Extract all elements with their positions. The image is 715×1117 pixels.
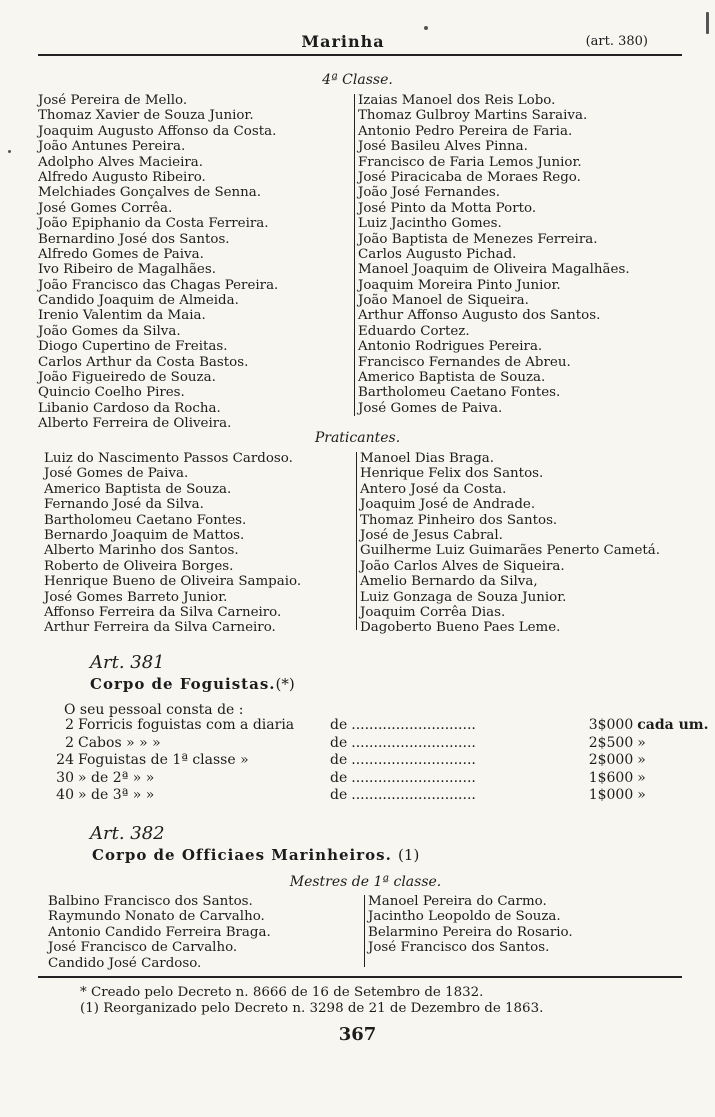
row-amount: 2$500 xyxy=(588,734,634,751)
list-item: Belarmino Pereira do Rosario. xyxy=(368,924,573,940)
table-row xyxy=(44,717,710,735)
row-unit: » xyxy=(637,769,646,786)
row-description: » de 2ª » » xyxy=(78,769,155,786)
row-quantity: 2 xyxy=(65,717,74,733)
column-divider xyxy=(364,895,365,967)
list-item: José Gomes Corrêa. xyxy=(38,200,173,216)
list-item: João Antunes Pereira. xyxy=(38,139,186,155)
article-382-heading: Art. 382 xyxy=(90,823,165,844)
list-item: Affonso Ferreira da Silva Carneiro. xyxy=(44,604,282,620)
page-number: 367 xyxy=(338,1024,377,1045)
list-item: Dagoberto Bueno Paes Leme. xyxy=(360,620,561,636)
row-de: de xyxy=(330,752,348,768)
list-item: Irenio Valentim da Maia. xyxy=(38,308,206,324)
list-item: Amelio Bernardo da Silva, xyxy=(360,574,538,590)
footnote-rule xyxy=(38,976,682,978)
list-item: Henrique Felix dos Santos. xyxy=(360,466,544,482)
header-rule xyxy=(38,54,682,56)
footnote-2: (1) Reorganizado pelo Decreto n. 3298 de 21 de Dezembro de 1863. xyxy=(80,1001,544,1016)
row-unit: » xyxy=(637,787,646,803)
row-amount: 1$000 xyxy=(588,787,634,803)
praticantes-left-column xyxy=(44,451,301,636)
list-item: Antonio Pedro Pereira de Faria. xyxy=(358,123,573,139)
list-item: Candido Joaquim de Almeida. xyxy=(38,293,239,309)
list-item: Carlos Arthur da Costa Bastos. xyxy=(38,354,249,370)
list-item: José Gomes de Paiva. xyxy=(358,400,503,416)
list-item: Bartholomeu Caetano Fontes. xyxy=(44,512,247,528)
list-item: José Pereira de Mello. xyxy=(38,93,188,108)
list-item: Quincio Coelho Pires. xyxy=(38,385,185,401)
list-item: Diogo Cupertino de Freitas. xyxy=(38,339,228,355)
officiaes-footnote-mark: (1) xyxy=(398,846,420,864)
list-item: Raymundo Nonato de Carvalho. xyxy=(48,909,265,925)
column-divider xyxy=(354,94,355,416)
list-item: Manoel Pereira do Carmo. xyxy=(368,894,547,909)
row-de: de xyxy=(330,717,348,733)
list-item: José Gomes de Paiva. xyxy=(44,466,189,482)
section-title-4a-classe: 4ª Classe. xyxy=(322,72,393,88)
row-quantity: 40 xyxy=(56,787,74,803)
list-item: Candido José Cardoso. xyxy=(48,955,202,971)
page-edge-mark xyxy=(706,12,709,34)
quarta-classe-left-column xyxy=(38,93,278,432)
list-item: Joaquim Corrêa Dias. xyxy=(360,604,506,620)
list-item: Luiz Gonzaga de Souza Junior. xyxy=(360,589,567,605)
row-leader-dots: ............................ xyxy=(351,734,476,751)
list-item: Manoel Dias Braga. xyxy=(360,451,495,466)
corpo-officiaes-heading xyxy=(92,846,419,864)
row-unit: cada um. xyxy=(637,717,709,733)
row-leader-dots: ............................ xyxy=(351,787,476,803)
table-row xyxy=(44,752,710,770)
list-item: Libanio Cardoso da Rocha. xyxy=(38,400,221,416)
list-item: Luiz do Nascimento Passos Cardoso. xyxy=(44,451,293,466)
list-item: João Figueiredo de Souza. xyxy=(38,370,216,386)
list-item: Antonio Candido Ferreira Braga. xyxy=(48,924,271,940)
list-item: Thomaz Pinheiro dos Santos. xyxy=(360,512,558,528)
row-quantity: 30 xyxy=(56,769,74,786)
list-item: Bernardino José dos Santos. xyxy=(38,231,230,247)
row-leader-dots: ............................ xyxy=(351,717,476,733)
list-item: Roberto de Oliveira Borges. xyxy=(44,558,234,574)
praticantes-right-column xyxy=(360,451,660,636)
list-item: João Epiphanio da Costa Ferreira. xyxy=(38,216,269,232)
footnote-1: * Creado pelo Decreto n. 8666 de 16 de Setembro de 1832. xyxy=(80,985,484,1000)
list-item: Guilherme Luiz Guimarães Penerto Cametá. xyxy=(360,543,661,559)
row-amount: 1$600 xyxy=(588,769,634,786)
list-item: José Francisco dos Santos. xyxy=(368,940,550,956)
list-item: Antonio Rodrigues Pereira. xyxy=(358,339,543,355)
row-quantity: 2 xyxy=(65,734,74,751)
list-item: Carlos Augusto Pichad. xyxy=(358,246,517,262)
list-item: José Gomes Barreto Junior. xyxy=(44,589,228,605)
list-item: Francisco Fernandes de Abreu. xyxy=(358,354,571,370)
list-item: Luiz Jacintho Gomes. xyxy=(358,216,502,232)
list-item: Arthur Affonso Augusto dos Santos. xyxy=(358,308,601,324)
list-item: Manoel Joaquim de Oliveira Magalhães. xyxy=(358,262,630,278)
list-item: Americo Baptista de Souza. xyxy=(44,481,232,497)
list-item: Melchiades Gonçalves de Senna. xyxy=(38,185,262,201)
list-item: Thomaz Xavier de Souza Junior. xyxy=(38,108,254,124)
list-item: Alfredo Augusto Ribeiro. xyxy=(38,169,206,185)
article-381-heading: Art. 381 xyxy=(90,652,165,673)
list-item: Jacintho Leopoldo de Souza. xyxy=(368,909,561,925)
row-amount: 3$000 xyxy=(588,717,634,733)
pessoal-intro: O seu pessoal consta de : xyxy=(64,702,244,718)
list-item: João José Fernandes. xyxy=(358,185,500,201)
ink-speck xyxy=(424,26,428,30)
row-unit: » xyxy=(637,734,646,751)
list-item: Antero José da Costa. xyxy=(360,481,507,497)
list-item: Joaquim José de Andrade. xyxy=(360,497,536,513)
row-de: de xyxy=(330,769,348,786)
list-item: José Francisco de Carvalho. xyxy=(48,940,238,956)
list-item: Adolpho Alves Macieira. xyxy=(38,154,203,170)
table-row xyxy=(44,735,710,753)
row-amount: 2$000 xyxy=(588,752,634,768)
quarta-classe-right-column xyxy=(358,93,630,416)
list-item: Arthur Ferreira da Silva Carneiro. xyxy=(44,620,276,636)
row-unit: » xyxy=(637,752,646,768)
list-item: Fernando José da Silva. xyxy=(44,497,204,513)
list-item: Thomaz Gulbroy Martins Saraiva. xyxy=(358,108,588,124)
list-item: Bartholomeu Caetano Fontes. xyxy=(358,385,561,401)
row-de: de xyxy=(330,787,348,803)
row-de: de xyxy=(330,734,348,751)
foguistas-footnote-mark: (*) xyxy=(275,675,295,693)
row-description: Cabos » » » xyxy=(78,734,161,751)
row-description: Foguistas de 1ª classe » xyxy=(78,752,249,768)
mestres-subtitle: Mestres de 1ª classe. xyxy=(289,874,442,890)
row-description: Forricis foguistas com a diaria xyxy=(78,717,295,733)
list-item: João Gomes da Silva. xyxy=(38,323,181,339)
corpo-foguistas-title: Corpo de Foguistas. xyxy=(90,675,276,693)
list-item: José Piracicaba de Moraes Rego. xyxy=(358,169,581,185)
corpo-foguistas-heading xyxy=(90,675,295,693)
row-quantity: 24 xyxy=(56,752,74,768)
table-row xyxy=(44,787,710,805)
list-item: João Manoel de Siqueira. xyxy=(358,293,529,309)
list-item: Bernardo Joaquim de Mattos. xyxy=(44,527,245,543)
list-item: Eduardo Cortez. xyxy=(358,323,470,339)
list-item: Joaquim Moreira Pinto Junior. xyxy=(358,277,561,293)
list-item: Americo Baptista de Souza. xyxy=(358,370,546,386)
list-item: Alfredo Gomes de Paiva. xyxy=(38,246,204,262)
list-item: Francisco de Faria Lemos Junior. xyxy=(358,154,582,170)
list-item: João Francisco das Chagas Pereira. xyxy=(38,277,279,293)
mestres-right-column xyxy=(368,894,573,956)
list-item: José Basileu Alves Pinna. xyxy=(358,139,528,155)
list-item: João Baptista de Menezes Ferreira. xyxy=(358,231,598,247)
list-item: José Pinto da Motta Porto. xyxy=(358,200,537,216)
list-item: Joaquim Augusto Affonso da Costa. xyxy=(38,123,277,139)
foguistas-table xyxy=(44,717,710,805)
list-item: Izaias Manoel dos Reis Lobo. xyxy=(358,93,556,108)
list-item: José de Jesus Cabral. xyxy=(360,527,503,543)
column-divider xyxy=(356,452,357,630)
section-title-praticantes: Praticantes. xyxy=(314,430,401,446)
article-reference: (art. 380) xyxy=(585,34,648,49)
list-item: João Carlos Alves de Siqueira. xyxy=(360,558,565,574)
row-leader-dots: ............................ xyxy=(351,769,476,786)
corpo-officiaes-title: Corpo de Officiaes Marinheiros. xyxy=(92,846,392,864)
list-item: Alberto Marinho dos Santos. xyxy=(44,543,239,559)
ink-speck xyxy=(8,150,11,153)
row-leader-dots: ............................ xyxy=(351,752,476,768)
mestres-left-column xyxy=(48,894,271,971)
table-row xyxy=(44,770,710,788)
list-item: Ivo Ribeiro de Magalhães. xyxy=(38,262,216,278)
list-item: Alberto Ferreira de Oliveira. xyxy=(38,416,232,432)
row-description: » de 3ª » » xyxy=(78,787,155,803)
list-item: Henrique Bueno de Oliveira Sampaio. xyxy=(44,574,302,590)
running-title: Marinha xyxy=(301,32,385,51)
list-item: Balbino Francisco dos Santos. xyxy=(48,894,253,909)
page-header xyxy=(38,30,648,52)
